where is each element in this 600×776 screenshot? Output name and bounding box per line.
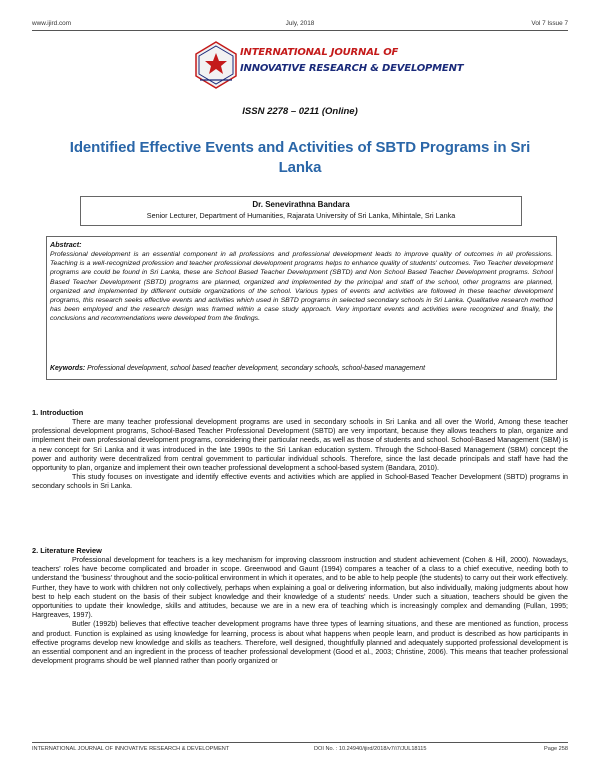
keywords: [50, 365, 553, 372]
footer-journal-name: INTERNATIONAL JOURNAL OF INNOVATIVE RESEARCH & DEVELOPMENT: [32, 746, 230, 752]
section-heading-literature-review: 2. Literature Review: [32, 546, 102, 555]
abstract-box: [46, 236, 557, 380]
abstract-text: Professional development is an essential component in all professions and professional development leads to improve quality of outcomes in all professions. Teaching is a well-recognized profession and teacher professional development programs helps to enhance quality of students' outcomes. Two Teacher development programs are could be found in Sri Lanka, these are School Based Teacher Development (SBTD) and Non School Based Teacher Development programs. School Based Teacher Development (SBTD) programs are planned, organized and implemented by the principal and staff of the school, other programs are planned, organized and implemented by different outside organizations of the school. Various types of events and activities are followed in these teacher development programs, this research seeks effective events and activities which used in SBTD programs in selected secondary schools in Sri Lanka. Qualitative research method has been employed and the research design was framed within a case study approach. Very important events and activities were recognized and finally, the conclusions and recommendations were developed from the findings.: [50, 251, 553, 323]
header-rule: [32, 30, 568, 31]
keywords-label: Keywords:: [50, 365, 86, 372]
article-title: Identified Effective Events and Activities of SBTD Programs in Sri Lanka: [69, 139, 531, 176]
author-name: Dr. Senevirathna Bandara: [252, 200, 350, 209]
keywords-list: Professional development, school based teacher development, secondary schools, school-based management: [87, 365, 425, 372]
section-heading-introduction: 1. Introduction: [32, 408, 84, 417]
literature-review-body: [32, 556, 568, 666]
journal-name-line2: INNOVATIVE RESEARCH & DEVELOPMENT: [240, 63, 464, 74]
journal-website: www.ijird.com: [32, 20, 72, 27]
author-box: [80, 196, 522, 226]
journal-name-line1: INTERNATIONAL JOURNAL OF: [240, 47, 399, 58]
literature-paragraph-2: Butler (1992b) believes that effective teacher development programs have three types of learning situations, and these are mentioned as function, process and product. Function is explained as using knowledge for learning, process is about what happens when people learn, and product is described as how participants in effective programs develop new knowledge and skills as teachers. Therefore, well designed, thoughtfully planned and adequately supported professional development is an essential component and an ingredient in the process of teacher professional development (Good et al., 2003; Christine, 2006). This means that teacher professional development programs should be well planned rather than poorly organized or: [32, 620, 568, 666]
introduction-body: [32, 418, 568, 492]
issn: ISSN 2278 – 0211 (Online): [242, 106, 358, 117]
introduction-paragraph-1: There are many teacher professional development programs are used in secondary schools in Sri Lanka and all over the World, Among these teacher professional development programs, School-Based Teacher Professional Development (SBTD) are very important, because they allows teachers to plan, organize and implement their own professional development programs, considering their particular needs, as well as those of students and school. School-Based Management (SBM) is a new concept for Sri Lanka and it was introduced in the late 1990s to the Sri Lankan education system. Through the School-Based Management (SBM) concept the power and authority were decentralized from central government to particular individual schools. Therefore, since the last decade principals and staff have had the opportunity to plan, organize and implement their own teacher professional development a school-based system (Bandara, 2010).: [32, 418, 568, 473]
journal-emblem-icon: [194, 40, 238, 90]
issue-date: July, 2018: [285, 20, 315, 27]
volume-issue: Vol 7 Issue 7: [531, 20, 568, 27]
abstract-heading: Abstract:: [50, 240, 82, 249]
journal-logo: [194, 40, 464, 92]
footer-rule: [32, 742, 568, 743]
literature-paragraph-1: Professional development for teachers is a key mechanism for improving classroom instruction and student achievement (Cohen & Hill, 2000). Nowadays, teachers' roles have become complicated and broader in scope. Greenwood and Gaunt (1994) compares a teacher of a class to a chief executive, needing both to understand the 'business' throughout and the socio-political environment in which it operates, and to be able to help people (the students) to carry out their work effectively. Further, they have to work with children not only collectively, perhaps when explaining a goal or delivering information, but also individually, making judgments about how best to help each student on the basis of their subject knowledge and their knowledge of a students' needs. Under such a situation, teachers should be given the opportunities to update their knowledge, skills and attitudes, because we are in a new era of teaching which is increasingly complex and demanding (Fullan, 1995; Hargreaves, 1997).: [32, 556, 568, 620]
page-number: Page 258: [544, 746, 568, 752]
introduction-paragraph-2: This study focuses on investigate and identify effective events and activities which are applied in School-Based Teacher Development (SBTD) programs in secondary schools in Sri Lanka.: [32, 473, 568, 491]
author-affiliation: Senior Lecturer, Department of Humanities, Rajarata University of Sri Lanka, Mihintale, Sri Lanka: [146, 211, 456, 220]
footer-doi: DOI No. : 10.24940/ijird/2018/v7/i7/JUL18115: [314, 746, 427, 752]
